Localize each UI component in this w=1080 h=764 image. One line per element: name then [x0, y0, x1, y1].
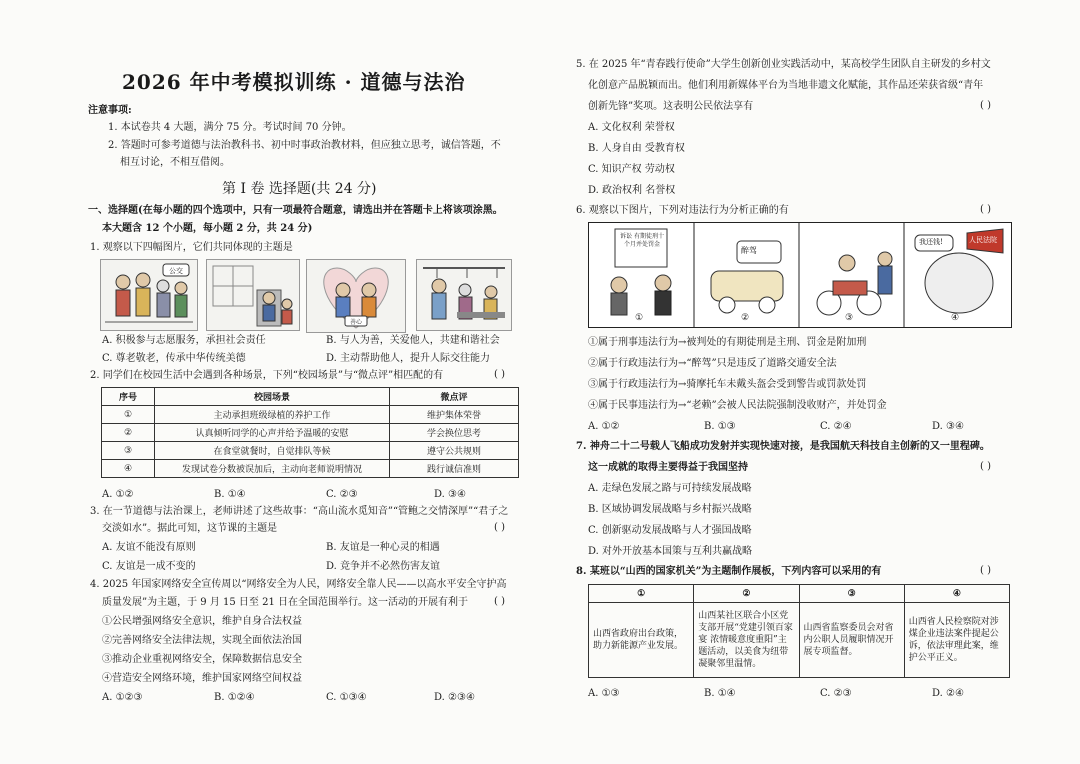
table-row [102, 406, 519, 424]
q2-option-c[interactable]: C. ②③ [326, 489, 358, 500]
q4-stem-b: 质量发展”为主题，于 9 月 15 日至 21 日在全国范围举行。这一活动的开展有利于 [102, 597, 468, 608]
q1-picture-1-sign: 公交 [169, 267, 183, 275]
q2-row-4-index: ④ [102, 460, 155, 478]
q8-cell-1: 山西省政府出台政策，助力新能源产业发展。 [589, 603, 694, 678]
q1-picture-3-sign: 善心 [349, 319, 363, 326]
q8-header-2: ② [694, 585, 799, 603]
q2-row-2-comment: 学会换位思考 [390, 424, 519, 442]
q4-option-b[interactable]: B. ①②④ [214, 692, 255, 703]
q5-option-d[interactable]: D. 政治权利 名誉权 [588, 185, 676, 196]
q2-row-4-comment: 践行诚信准则 [390, 460, 519, 478]
q6-panel-4-court: 人民法院 [969, 236, 997, 244]
q1-picture-3 [306, 259, 406, 333]
q8-header-4: ④ [904, 585, 1009, 603]
q4-option-d[interactable]: D. ②③④ [434, 692, 475, 703]
q6-item-2: ②属于行政违法行为→“醉驾”只是违反了道路交通安全法 [588, 358, 837, 369]
q1-stem: 1. 观察以下四幅图片，它们共同体现的主题是 [90, 242, 293, 253]
q6-panel-label-3: ③ [845, 313, 854, 323]
q7-stem-b: 这一成就的取得主要得益于我国坚持 [588, 462, 748, 473]
q1-picture-1 [100, 259, 198, 331]
notice-2a: 2. 答题时可参考道德与法治教科书、初中时事政治教材料，但应独立思考，诚信答题，不 [108, 140, 501, 151]
q1-option-c[interactable]: C. 尊老敬老，传承中华传统美德 [102, 353, 246, 364]
q3-answer-paren[interactable]: ( ) [494, 522, 505, 533]
q5-option-b[interactable]: B. 人身自由 受教育权 [588, 143, 685, 154]
table-row [102, 424, 519, 442]
q2-header-scene: 校园场景 [155, 388, 390, 406]
q7-stem-a: 7. 神舟二十二号载人飞船成功发射并实现快速对接，是我国航天科技自主创新的又一里程碑。 [576, 441, 990, 452]
q2-row-1-comment: 维护集体荣誉 [390, 406, 519, 424]
q3-option-a[interactable]: A. 友谊不能没有原则 [102, 542, 196, 553]
q6-item-1: ①属于刑事违法行为→被判处的有期徒刑是主刑、罚金是附加刑 [588, 337, 867, 348]
q8-header-1: ① [589, 585, 694, 603]
q1-option-d[interactable]: D. 主动帮助他人，提升人际交往能力 [326, 353, 491, 364]
q2-header-comment: 微点评 [390, 388, 519, 406]
q7-option-b[interactable]: B. 区域协调发展战略与乡村振兴战略 [588, 504, 752, 515]
q4-item-1: ①公民增强网络安全意识，维护自身合法权益 [102, 616, 302, 627]
q2-row-1-index: ① [102, 406, 155, 424]
q8-cell-3: 山西省监察委员会对省内公职人员履职情况开展专项监督。 [799, 603, 904, 678]
q5-option-c[interactable]: C. 知识产权 劳动权 [588, 164, 675, 175]
exam-title: 2026 年中考模拟训练 · 道德与法治 [122, 70, 466, 94]
q6-panel-label-4: ④ [951, 313, 960, 323]
q2-table-header [102, 388, 519, 406]
q2-table [101, 387, 519, 478]
q3-option-d[interactable]: D. 竞争并不必然伤害友谊 [326, 561, 441, 572]
q2-row-3-index: ③ [102, 442, 155, 460]
q6-option-b[interactable]: B. ①③ [704, 421, 736, 432]
q5-stem-a: 5. 在 2025 年“青春践行使命”大学生创新创业实践活动中，某高校学生团队自主研发的乡村文 [576, 59, 991, 70]
q2-option-d[interactable]: D. ③④ [434, 489, 466, 500]
q5-option-a[interactable]: A. 文化权利 荣誉权 [588, 122, 675, 133]
q6-panel-label-2: ② [741, 313, 750, 323]
q2-row-2-scene: 认真倾听同学的心声并给予温暖的安慰 [155, 424, 390, 442]
q1-picture-4-drawing [417, 260, 511, 330]
q7-answer-paren[interactable]: ( ) [980, 461, 991, 472]
section-title: 第 Ⅰ 卷 选择题(共 24 分) [222, 181, 377, 197]
q6-option-c[interactable]: C. ②④ [820, 421, 852, 432]
q8-option-c[interactable]: C. ②③ [820, 688, 852, 699]
q1-picture-1-drawing [101, 260, 197, 330]
q4-stem-a: 4. 2025 年国家网络安全宣传周以“网络安全为人民，网络安全靠人民——以高水平安全守护高 [90, 579, 507, 590]
q6-panel-1-text: 诉讼 有期徒刑十个月并处罚金 [620, 233, 664, 248]
table-row [102, 460, 519, 478]
q1-option-b[interactable]: B. 与人为善，关爱他人，共建和谐社会 [326, 335, 500, 346]
q2-option-b[interactable]: B. ①④ [214, 489, 246, 500]
q3-stem-a: 3. 在一节道德与法治课上，老师讲述了这些故事：“高山流水觅知音”“管鲍之交情深厚”“君子之 [90, 506, 509, 517]
q6-option-a[interactable]: A. ①② [588, 421, 620, 432]
q7-option-a[interactable]: A. 走绿色发展之路与可持续发展战略 [588, 483, 752, 494]
q4-option-c[interactable]: C. ①③④ [326, 692, 367, 703]
q2-row-3-comment: 遵守公共规则 [390, 442, 519, 460]
q1-picture-4 [416, 259, 512, 331]
q2-option-a[interactable]: A. ①② [102, 489, 134, 500]
q2-answer-paren[interactable]: ( ) [494, 369, 505, 380]
q8-cell-2: 山西某社区联合小区党支部开展“党建引领百家宴 浓情暖意度重阳”主题活动，以美食为纽带凝聚邻里温情。 [694, 603, 799, 678]
q6-item-3: ③属于行政违法行为→骑摩托车未戴头盔会受到警告或罚款处罚 [588, 379, 867, 390]
q7-option-c[interactable]: C. 创新驱动发展战略与人才强国战略 [588, 525, 752, 536]
q6-panel-4-speech: 我还钱! [919, 238, 943, 246]
table-row [589, 603, 1010, 678]
q2-stem: 2. 同学们在校园生活中会遇到各种场景，下列“校园场景”与“微点评”相匹配的有 [90, 370, 444, 381]
table-row [102, 442, 519, 460]
q8-option-d[interactable]: D. ②④ [932, 688, 964, 699]
q7-option-d[interactable]: D. 对外开放基本国策与互利共赢战略 [588, 546, 753, 557]
q6-stem: 6. 观察以下图片，下列对违法行为分析正确的有 [576, 205, 789, 216]
part1-instruction-b: 本大题含 12 个小题，每小题 2 分，共 24 分) [102, 223, 313, 234]
q4-item-3: ③推动企业重视网络安全，保障数据信息安全 [102, 654, 302, 665]
q6-option-d[interactable]: D. ③④ [932, 421, 964, 432]
q1-picture-2-drawing [207, 260, 299, 330]
q6-panel-2-text: 醉驾 [741, 246, 757, 255]
q8-header-3: ③ [799, 585, 904, 603]
q4-option-a[interactable]: A. ①②③ [102, 692, 143, 703]
q6-answer-paren[interactable]: ( ) [980, 204, 991, 215]
q5-stem-b: 化创意产品脱颖而出。他们利用新媒体平台为当地非遗文化赋能，其作品还荣获省级“青年 [588, 80, 984, 91]
notice-1: 1. 本试卷共 4 大题，满分 75 分。考试时间 70 分钟。 [108, 122, 352, 133]
q4-item-2: ②完善网络安全法律法规，实现全面依法治国 [102, 635, 302, 646]
q8-stem: 8. 某班以“山西的国家机关”为主题制作展板，下列内容可以采用的有 [576, 566, 882, 577]
q6-panel-label-1: ① [635, 313, 644, 323]
right-page [540, 0, 1080, 764]
part1-instruction-a: 一、选择题(在每小题的四个选项中，只有一项最符合题意，请选出并在答题卡上将该项涂黑。 [88, 205, 503, 216]
notice-heading: 注意事项: [88, 105, 132, 116]
q8-option-b[interactable]: B. ①④ [704, 688, 736, 699]
q8-table-header [589, 585, 1010, 603]
q3-stem-b: 交淡如水”。据此可知，这节课的主题是 [102, 523, 278, 534]
q2-row-3-scene: 在食堂就餐时，自觉排队等候 [155, 442, 390, 460]
q4-answer-paren[interactable]: ( ) [494, 596, 505, 607]
notice-2b: 相互讨论，不相互借阅。 [120, 157, 230, 168]
q2-header-index: 序号 [102, 388, 155, 406]
q5-stem-c: 创新先锋”奖项。这表明公民依法享有 [588, 101, 754, 112]
q1-option-a[interactable]: A. 积极参与志愿服务，承担社会责任 [102, 335, 266, 346]
q1-picture-2 [206, 259, 300, 331]
q6-comic-strip [588, 222, 1012, 328]
q2-row-4-scene: 发现试卷分数被误加后，主动向老师说明情况 [155, 460, 390, 478]
q8-option-a[interactable]: A. ①③ [588, 688, 620, 699]
q5-answer-paren[interactable]: ( ) [980, 100, 991, 111]
q6-item-4: ④属于民事违法行为→“老赖”会被人民法院强制没收财产，并处罚金 [588, 400, 887, 411]
q3-option-c[interactable]: C. 友谊是一成不变的 [102, 561, 196, 572]
q2-row-1-scene: 主动承担班级绿植的养护工作 [155, 406, 390, 424]
q8-cell-4: 山西省人民检察院对涉煤企业违法案件提起公诉，依法审理此案，维护公平正义。 [904, 603, 1009, 678]
q8-table [588, 584, 1010, 678]
q1-picture-3-drawing [307, 260, 405, 332]
q2-row-2-index: ② [102, 424, 155, 442]
q8-answer-paren[interactable]: ( ) [980, 565, 991, 576]
q3-option-b[interactable]: B. 友谊是一种心灵的相遇 [326, 542, 440, 553]
q4-item-4: ④营造安全网络环境，维护国家网络空间权益 [102, 673, 302, 684]
